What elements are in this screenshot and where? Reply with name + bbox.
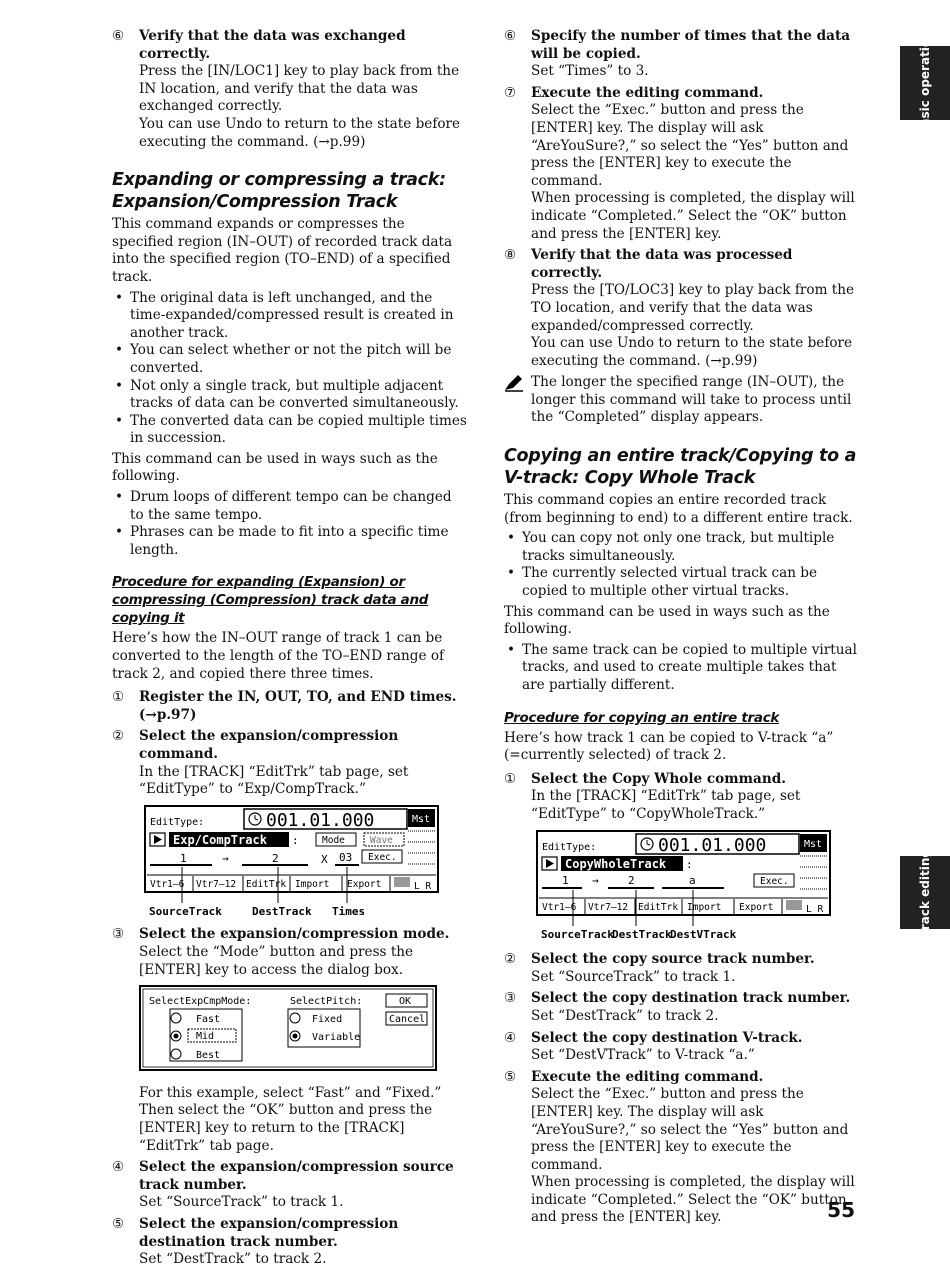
dialog-screen — [112, 985, 442, 1075]
lcd-exec-label: Exec. — [760, 875, 789, 887]
caption-times: Times — [332, 904, 366, 917]
lcd-tab: Vtr7–12 — [588, 901, 629, 913]
step-number: ⑦ — [504, 84, 517, 101]
list-item: • You can select whether or not the pitch will be converted. — [112, 342, 468, 377]
note-text: The longer the specified range (IN–OUT), the longer this command will take to process until the “Completed” display appears. — [531, 374, 852, 426]
side-tab-track-editing — [900, 848, 950, 937]
pitch-option: Variable — [312, 1032, 361, 1044]
lcd-mode-label: Mode — [322, 834, 345, 846]
step-number: ⑥ — [112, 28, 125, 44]
step-4 — [112, 1159, 468, 1212]
dialog-cancel-label: Cancel — [389, 1014, 426, 1026]
uses-intro: This command can be used in ways such as the following. — [504, 603, 830, 638]
list-item: • The converted data can be copied multiple times in succession. — [112, 413, 468, 448]
lcd-exp-comp-track — [112, 805, 468, 923]
radio-fixed — [290, 1013, 300, 1023]
step-body: You can use Undo to return to the state before executing the command. (→p.99) — [531, 335, 853, 369]
dialog-pitch-label: SelectPitch: — [290, 996, 363, 1008]
step-body: Press the [TO/LOC3] key to play back from the TO location, and verify that the data was expanded/compressed correctly. — [531, 282, 855, 334]
step-8-verify — [504, 247, 860, 370]
copy-step-4 — [504, 1030, 860, 1065]
step-7-execute — [504, 85, 860, 243]
uses-list — [504, 642, 860, 695]
copy-step-1 — [504, 771, 860, 824]
step-body: Set “SourceTrack” to track 1. — [531, 968, 736, 985]
step-title: Verify that the data was exchanged correctly. — [139, 28, 406, 62]
uses-intro: This command can be used in ways such as the following. — [112, 450, 438, 485]
step-body: Press the [IN/LOC1] key to play back from the IN location, and verify that the data was exchanged correctly. — [139, 63, 460, 115]
caption-source-track: SourceTrack — [149, 904, 222, 917]
step-body: For this example, select “Fast” and “Fixed.” Then select the “OK” button and press the [ENTER] key to return to the [TRACK] “EditTrk” tab page. — [139, 1084, 442, 1154]
step-title: Select the Copy Whole command. — [531, 770, 786, 787]
lcd-tab: Vtr7–12 — [196, 878, 237, 890]
note-pen-icon — [504, 374, 524, 392]
list-item: • You can copy not only one track, but multiple tracks simultaneously. — [504, 530, 860, 565]
lcd-screen-2 — [504, 830, 834, 942]
lcd-times-value: 03 — [339, 850, 353, 864]
side-tab-basic-operation — [900, 30, 950, 136]
procedure-intro: Here’s how the IN–OUT range of track 1 can be converted to the length of the TO–END range of track 2, and copied there three times. — [112, 630, 445, 682]
step-5 — [112, 1216, 468, 1269]
lcd-tab: Export — [739, 901, 774, 913]
lcd-tab: Vtr1–6 — [150, 878, 185, 890]
lcd-screen-1 — [112, 805, 442, 917]
caption-dest-vtrack: DestVTrack — [670, 927, 737, 941]
step-body: Select the “Mode” button and press the [ENTER] key to access the dialog box. — [139, 943, 414, 978]
step-number: ① — [504, 770, 517, 787]
pitch-option: Fixed — [312, 1014, 343, 1026]
left-column — [112, 28, 468, 1273]
lcd-vtrack-value: a — [689, 873, 696, 887]
lcd-tab: EditTrk — [246, 878, 287, 890]
lcd-dest-value: 2 — [272, 851, 279, 865]
feature-list — [504, 530, 860, 600]
step-body: When processing is completed, the display will indicate “Completed.” Select the “OK” button and press the [ENTER] key. — [531, 1174, 855, 1226]
step-body: Select the “Exec.” button and press the [ENTER] key. The display will ask “AreYouSure?,” so select the “Yes” button and press the [ENTER] key to execute the command. — [531, 102, 849, 189]
step-title: Register the IN, OUT, TO, and END times. — [139, 689, 457, 706]
lcd-tab: Export — [347, 878, 382, 890]
step-title: Execute the editing command. — [531, 1068, 764, 1085]
step-title: Select the copy destination track number. — [531, 990, 851, 1007]
note — [504, 374, 860, 427]
step-body: Set “Times” to 3. — [531, 63, 649, 80]
step-3-after — [112, 1085, 468, 1155]
lcd-edit-type-label: EditType: — [542, 841, 597, 853]
copy-step-3 — [504, 990, 860, 1025]
uses-list — [112, 489, 468, 559]
step-number: ⑤ — [112, 1215, 125, 1232]
lcd-exec-label: Exec. — [368, 851, 397, 863]
lcd-command-name: CopyWholeTrack — [565, 856, 667, 871]
side-tab-label: Track editing — [918, 848, 932, 937]
step-number: ② — [112, 728, 125, 745]
step-body: In the [TRACK] “EditTrk” tab page, set “EditType” to “Exp/CompTrack.” — [139, 763, 409, 798]
step-body: Select the “Exec.” button and press the [ENTER] key. The display will ask “AreYouSure?,” so select the “Yes” button and press the [ENTER] key to execute the command. — [531, 1086, 849, 1173]
list-item: • The currently selected virtual track can be copied to multiple other virtual tracks. — [504, 565, 860, 600]
step-title: Select the expansion/compression mode. — [139, 926, 450, 943]
step-body: Set “DestVTrack” to V-track “a.” — [531, 1047, 755, 1064]
lcd-colon: : — [292, 833, 299, 847]
caption-dest-track: DestTrack — [612, 927, 672, 941]
procedure-intro: Here’s how track 1 can be copied to V-track “a” (=currently selected) of track 2. — [504, 729, 834, 764]
step-body: You can use Undo to return to the state before executing the command. (→p.99) — [139, 115, 461, 150]
mode-option: Mid — [196, 1031, 215, 1043]
lcd-master-label: Mst — [804, 838, 823, 850]
lcd-wave-label: Wave — [370, 834, 393, 846]
step-number: ④ — [504, 1029, 517, 1046]
lcd-times-x: X — [321, 852, 328, 866]
lcd-lr-meter: L R — [414, 880, 432, 892]
lcd-source-value: 1 — [180, 851, 187, 865]
lcd-copy-whole-track — [504, 830, 860, 948]
lcd-command-name: Exp/CompTrack — [173, 832, 267, 847]
step-number: ① — [112, 689, 125, 706]
right-column — [504, 28, 860, 1231]
lcd-tab: Import — [687, 901, 722, 913]
lcd-source-value: 1 — [562, 873, 569, 887]
procedure-heading: Procedure for expanding (Expansion) or compressing (Compression) track data and copying it — [112, 574, 429, 627]
copy-step-5 — [504, 1069, 860, 1227]
lcd-mode-dialog — [112, 985, 468, 1081]
list-item: • The original data is left unchanged, and the time-expanded/compressed result is created in another track. — [112, 290, 468, 343]
page-number: 55 — [827, 1198, 855, 1222]
procedure-heading: Procedure for copying an entire track — [504, 709, 780, 726]
list-item: • Phrases can be made to fit into a specific time length. — [112, 524, 468, 559]
radio-best — [171, 1049, 181, 1059]
lcd-arrow: → — [222, 851, 229, 865]
step-title: Select the expansion/compression command. — [139, 728, 399, 762]
step-ref: (→p.97) — [139, 706, 197, 723]
step-title: Select the copy source track number. — [531, 951, 815, 968]
lcd-master-label: Mst — [412, 813, 431, 825]
lcd-time: 001.01.000 — [658, 834, 767, 856]
lcd-tab: EditTrk — [638, 901, 679, 913]
step-body: When processing is completed, the display will indicate “Completed.” Select the “OK” button and press the [ENTER] key. — [531, 190, 855, 242]
lcd-tab: Vtr1–6 — [542, 901, 577, 913]
step-body: In the [TRACK] “EditTrk” tab page, set “EditType” to “CopyWholeTrack.” — [531, 788, 801, 822]
mode-option: Best — [196, 1050, 221, 1062]
step-number: ③ — [504, 990, 517, 1007]
copy-step-2 — [504, 951, 860, 986]
step-body: Set “DestTrack” to track 2. — [531, 1007, 719, 1024]
feature-list — [112, 290, 468, 448]
section-intro: This command copies an entire recorded track (from beginning to end) to a different entire track. — [504, 492, 853, 526]
caption-dest-track: DestTrack — [252, 904, 312, 917]
list-item: • Not only a single track, but multiple adjacent tracks of data can be converted simultaneously. — [112, 378, 468, 413]
step-body: Set “DestTrack” to track 2. — [139, 1251, 327, 1268]
step-number: ⑧ — [504, 247, 517, 264]
dialog-ok-label: OK — [399, 996, 412, 1008]
step-title: Select the expansion/compression destination track number. — [139, 1215, 399, 1250]
step-number: ⑤ — [504, 1068, 517, 1085]
side-tab-label: Basic operation — [918, 30, 932, 136]
radio-fast — [171, 1013, 181, 1023]
step-6-times — [504, 28, 860, 81]
step-3 — [112, 926, 468, 979]
mode-option: Fast — [196, 1014, 221, 1026]
step-number: ④ — [112, 1159, 125, 1176]
step-title: Specify the number of times that the data will be copied. — [531, 28, 851, 62]
step-number: ③ — [112, 926, 125, 943]
lcd-tab: Import — [295, 878, 330, 890]
step-number: ⑥ — [504, 28, 517, 44]
caption-source-track: SourceTrack — [541, 927, 614, 941]
lcd-colon: : — [686, 857, 693, 871]
step-title: Select the copy destination V-track. — [531, 1029, 803, 1046]
step-title: Select the expansion/compression source track number. — [139, 1159, 454, 1193]
step-title: Execute the editing command. — [531, 84, 764, 101]
lcd-dest-value: 2 — [628, 873, 635, 887]
lcd-arrow: → — [592, 873, 599, 887]
lcd-time: 001.01.000 — [266, 809, 375, 831]
step-6-verify — [112, 28, 468, 151]
step-number: ② — [504, 951, 517, 968]
list-item: • The same track can be copied to multiple virtual tracks, and used to create multiple takes that are partially different. — [504, 642, 860, 695]
lcd-edit-type-label: EditType: — [150, 816, 205, 828]
lcd-lr-meter: L R — [806, 903, 824, 915]
step-2 — [112, 728, 468, 798]
section-heading-copy-whole: Copying an entire track/Copying to a V-track: Copy Whole Track — [504, 446, 857, 489]
step-1 — [112, 689, 468, 724]
dialog-mode-label: SelectExpCmpMode: — [149, 996, 252, 1008]
section-intro: This command expands or compresses the specified region (IN–OUT) of recorded track data into the specified region (TO–END) of a specified track. — [112, 216, 453, 285]
step-title: Verify that the data was processed correctly. — [531, 247, 793, 281]
section-heading-expansion: Expanding or compressing a track: Expansion/Compression Track — [112, 170, 446, 213]
list-item: • Drum loops of different tempo can be changed to the same tempo. — [112, 489, 468, 524]
step-body: Set “SourceTrack” to track 1. — [139, 1194, 344, 1211]
